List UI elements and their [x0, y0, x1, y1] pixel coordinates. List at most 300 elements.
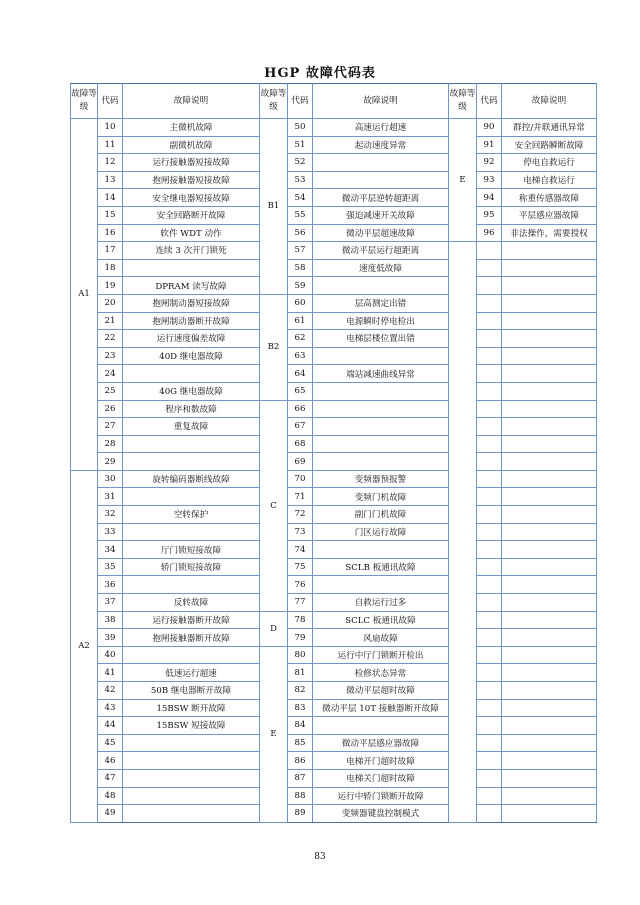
fault-description-cell: 起动速度异常 — [313, 136, 449, 154]
fault-description-cell: 电梯开门超时故障 — [313, 752, 449, 770]
fault-description-cell: 强迫减速开关故障 — [313, 206, 449, 224]
fault-description-cell: 停电自救运行 — [502, 154, 597, 172]
fault-description-cell: 检修状态异常 — [313, 664, 449, 682]
fault-description-cell: 15BSW 短接故障 — [123, 717, 260, 735]
fault-description-cell — [502, 646, 597, 664]
fault-code-cell: 45 — [98, 734, 123, 752]
fault-code-cell: 87 — [288, 769, 313, 787]
fault-code-cell — [477, 629, 502, 647]
fault-code-cell: 81 — [288, 664, 313, 682]
fault-description-cell: 微动平层逆转超距离 — [313, 189, 449, 207]
fault-code-cell: 13 — [98, 171, 123, 189]
fault-description-cell — [502, 277, 597, 295]
fault-description-cell — [502, 576, 597, 594]
fault-description-cell — [313, 171, 449, 189]
fault-description-cell: 门区运行故障 — [313, 523, 449, 541]
fault-code-cell: 92 — [477, 154, 502, 172]
fault-code-cell: 79 — [288, 629, 313, 647]
fault-code-cell: 86 — [288, 752, 313, 770]
fault-code-cell: 57 — [288, 242, 313, 260]
fault-code-cell — [477, 699, 502, 717]
fault-description-cell — [502, 523, 597, 541]
fault-description-cell: 40D 继电器故障 — [123, 347, 260, 365]
fault-code-cell: 54 — [288, 189, 313, 207]
fault-description-cell: 50B 继电器断开故障 — [123, 682, 260, 700]
fault-description-cell: 抱闸制动器断开故障 — [123, 312, 260, 330]
table-row — [71, 717, 597, 735]
fault-level-cell: E — [449, 119, 477, 242]
fault-description-cell: 低速运行超速 — [123, 664, 260, 682]
fault-code-cell — [477, 330, 502, 348]
table-header-row — [71, 84, 597, 119]
fault-code-cell: 88 — [288, 787, 313, 805]
fault-code-cell: 17 — [98, 242, 123, 260]
fault-description-cell — [502, 400, 597, 418]
fault-description-cell: 安全继电器短接故障 — [123, 189, 260, 207]
fault-level-cell: B1 — [260, 119, 288, 295]
fault-code-cell — [477, 541, 502, 559]
fault-code-cell: 62 — [288, 330, 313, 348]
fault-description-cell — [313, 453, 449, 471]
fault-description-cell — [123, 646, 260, 664]
table-row — [71, 805, 597, 823]
fault-code-cell: 58 — [288, 259, 313, 277]
fault-description-cell: 变频器键盘控制模式 — [313, 805, 449, 823]
fault-level-cell: A2 — [71, 470, 98, 822]
fault-description-cell — [502, 541, 597, 559]
fault-description-cell: 副门门机故障 — [313, 506, 449, 524]
fault-description-cell — [123, 453, 260, 471]
fault-description-cell: 主微机故障 — [123, 119, 260, 137]
fault-description-cell: 微动平层感应器故障 — [313, 734, 449, 752]
fault-description-cell — [123, 752, 260, 770]
fault-code-cell: 84 — [288, 717, 313, 735]
fault-description-cell: 高速运行超速 — [313, 119, 449, 137]
fault-code-cell: 60 — [288, 294, 313, 312]
fault-code-cell: 19 — [98, 277, 123, 295]
table-row — [71, 488, 597, 506]
fault-code-cell — [477, 400, 502, 418]
table-row — [71, 189, 597, 207]
table-row — [71, 470, 597, 488]
fault-code-cell: 55 — [288, 206, 313, 224]
fault-code-cell: 22 — [98, 330, 123, 348]
fault-code-cell — [477, 259, 502, 277]
fault-code-cell: 31 — [98, 488, 123, 506]
header-code: 代码 — [98, 84, 123, 119]
table-row — [71, 312, 597, 330]
fault-code-cell: 78 — [288, 611, 313, 629]
fault-description-cell — [313, 541, 449, 559]
fault-code-cell — [477, 488, 502, 506]
fault-code-cell — [477, 242, 502, 260]
fault-code-cell: 28 — [98, 435, 123, 453]
table-row — [71, 365, 597, 383]
table-row — [71, 400, 597, 418]
fault-description-cell — [502, 382, 597, 400]
table-row — [71, 119, 597, 137]
fault-code-cell: 80 — [288, 646, 313, 664]
fault-code-cell: 90 — [477, 119, 502, 137]
fault-code-cell: 94 — [477, 189, 502, 207]
fault-description-cell — [502, 259, 597, 277]
fault-description-cell: 轿门锁短接故障 — [123, 558, 260, 576]
fault-description-cell — [502, 629, 597, 647]
fault-description-cell — [123, 576, 260, 594]
fault-description-cell — [502, 347, 597, 365]
fault-code-cell: 14 — [98, 189, 123, 207]
fault-description-cell — [502, 594, 597, 612]
header-desc: 故障说明 — [123, 84, 260, 119]
fault-code-cell: 83 — [288, 699, 313, 717]
fault-code-cell — [477, 453, 502, 471]
table-row — [71, 382, 597, 400]
table-row — [71, 576, 597, 594]
fault-code-cell: 33 — [98, 523, 123, 541]
fault-description-cell — [502, 805, 597, 823]
fault-code-cell: 32 — [98, 506, 123, 524]
fault-code-cell: 18 — [98, 259, 123, 277]
fault-description-cell — [502, 294, 597, 312]
fault-code-cell — [477, 294, 502, 312]
fault-code-cell: 30 — [98, 470, 123, 488]
table-row — [71, 453, 597, 471]
fault-description-cell — [502, 558, 597, 576]
fault-description-cell: 抱闸制动器短接故障 — [123, 294, 260, 312]
fault-description-cell — [502, 734, 597, 752]
fault-description-cell: 运行速度偏差故障 — [123, 330, 260, 348]
fault-code-cell: 37 — [98, 594, 123, 612]
fault-level-cell: E — [260, 646, 288, 822]
fault-description-cell — [502, 699, 597, 717]
fault-code-cell: 76 — [288, 576, 313, 594]
table-row — [71, 136, 597, 154]
fault-code-cell — [477, 594, 502, 612]
table-row — [71, 206, 597, 224]
fault-description-cell — [502, 752, 597, 770]
fault-description-cell: 运行中厅门锁断开检出 — [313, 646, 449, 664]
fault-description-cell: 抱闸接触器短接故障 — [123, 171, 260, 189]
fault-code-cell — [477, 717, 502, 735]
fault-description-cell: 运行中轿门锁断开故障 — [313, 787, 449, 805]
table-row — [71, 277, 597, 295]
page-title: HGP 故障代码表 — [264, 66, 376, 81]
fault-description-cell: 副微机故障 — [123, 136, 260, 154]
fault-description-cell: 群控/并联通讯异常 — [502, 119, 597, 137]
fault-description-cell — [123, 365, 260, 383]
fault-description-cell: 反转故障 — [123, 594, 260, 612]
fault-code-cell: 59 — [288, 277, 313, 295]
fault-code-cell: 52 — [288, 154, 313, 172]
fault-code-cell — [477, 347, 502, 365]
table-row — [71, 154, 597, 172]
fault-code-cell — [477, 752, 502, 770]
fault-description-cell: 平层感应器故障 — [502, 206, 597, 224]
fault-description-cell: 自救运行过多 — [313, 594, 449, 612]
table-row — [71, 769, 597, 787]
fault-code-cell: 65 — [288, 382, 313, 400]
fault-code-cell — [477, 805, 502, 823]
fault-description-cell — [502, 717, 597, 735]
fault-description-cell: 厅门锁短接故障 — [123, 541, 260, 559]
fault-description-cell — [502, 769, 597, 787]
fault-code-cell: 26 — [98, 400, 123, 418]
fault-code-cell: 11 — [98, 136, 123, 154]
fault-code-cell: 29 — [98, 453, 123, 471]
fault-code-cell — [477, 646, 502, 664]
fault-code-cell — [477, 506, 502, 524]
fault-description-cell: 非法操作，需要授权 — [502, 224, 597, 242]
fault-code-cell: 66 — [288, 400, 313, 418]
fault-description-cell — [123, 435, 260, 453]
table-row — [71, 629, 597, 647]
fault-code-cell: 35 — [98, 558, 123, 576]
fault-description-cell: 安全回路断开故障 — [123, 206, 260, 224]
fault-description-cell — [313, 400, 449, 418]
table-row — [71, 224, 597, 242]
fault-code-cell: 82 — [288, 682, 313, 700]
fault-description-cell: SCLC 板通讯故障 — [313, 611, 449, 629]
fault-description-cell — [502, 611, 597, 629]
fault-code-cell: 39 — [98, 629, 123, 647]
table-row — [71, 664, 597, 682]
fault-code-cell: 91 — [477, 136, 502, 154]
fault-description-cell: 电源瞬时停电检出 — [313, 312, 449, 330]
fault-description-cell: 称重传感器故障 — [502, 189, 597, 207]
fault-code-cell — [477, 664, 502, 682]
fault-description-cell — [502, 330, 597, 348]
fault-description-cell: DPRAM 读写故障 — [123, 277, 260, 295]
table-row — [71, 682, 597, 700]
fault-code-cell: 42 — [98, 682, 123, 700]
fault-description-cell: 电梯关门超时故障 — [313, 769, 449, 787]
table-row — [71, 294, 597, 312]
fault-description-cell: 安全回路瞬断故障 — [502, 136, 597, 154]
fault-description-cell: 电梯层楼位置出错 — [313, 330, 449, 348]
fault-description-cell: 15BSW 断开故障 — [123, 699, 260, 717]
fault-description-cell — [502, 787, 597, 805]
fault-code-cell: 46 — [98, 752, 123, 770]
fault-description-cell: 程序和数故障 — [123, 400, 260, 418]
fault-code-cell: 64 — [288, 365, 313, 383]
fault-description-cell — [502, 453, 597, 471]
fault-description-cell — [502, 488, 597, 506]
fault-code-cell: 27 — [98, 418, 123, 436]
fault-description-cell: 空转保护 — [123, 506, 260, 524]
fault-code-cell — [477, 611, 502, 629]
fault-code-cell — [477, 365, 502, 383]
header-code: 代码 — [288, 84, 313, 119]
fault-code-cell: 25 — [98, 382, 123, 400]
fault-code-cell: 93 — [477, 171, 502, 189]
fault-code-cell: 24 — [98, 365, 123, 383]
fault-code-cell — [477, 558, 502, 576]
fault-description-cell: 运行接触器短接故障 — [123, 154, 260, 172]
header-level: 故障等级 — [71, 84, 98, 119]
fault-description-cell — [502, 682, 597, 700]
fault-code-cell: 47 — [98, 769, 123, 787]
fault-code-cell: 23 — [98, 347, 123, 365]
fault-code-cell — [477, 418, 502, 436]
fault-description-cell: 层高测定出错 — [313, 294, 449, 312]
fault-description-cell: 速度低故障 — [313, 259, 449, 277]
table-row — [71, 734, 597, 752]
fault-code-cell: 71 — [288, 488, 313, 506]
fault-code-cell: 68 — [288, 435, 313, 453]
table-row — [71, 523, 597, 541]
table-row — [71, 418, 597, 436]
fault-code-cell: 74 — [288, 541, 313, 559]
fault-code-cell: 38 — [98, 611, 123, 629]
fault-code-cell: 43 — [98, 699, 123, 717]
fault-description-cell — [502, 365, 597, 383]
fault-code-cell: 61 — [288, 312, 313, 330]
fault-description-cell — [313, 382, 449, 400]
fault-code-cell: 89 — [288, 805, 313, 823]
fault-code-cell — [477, 682, 502, 700]
table-row — [71, 699, 597, 717]
fault-code-cell — [477, 382, 502, 400]
fault-code-cell: 20 — [98, 294, 123, 312]
fault-description-cell — [313, 277, 449, 295]
fault-code-cell — [477, 576, 502, 594]
table-row — [71, 242, 597, 260]
table-row — [71, 752, 597, 770]
fault-code-cell — [477, 470, 502, 488]
fault-code-cell — [477, 734, 502, 752]
fault-level-cell: B2 — [260, 294, 288, 400]
page-number: 83 — [314, 852, 326, 862]
fault-code-cell: 44 — [98, 717, 123, 735]
fault-code-cell — [477, 523, 502, 541]
fault-level-cell: A1 — [71, 119, 98, 471]
table-row — [71, 541, 597, 559]
fault-code-cell: 41 — [98, 664, 123, 682]
fault-description-cell — [123, 769, 260, 787]
fault-description-cell: 旋转编码器断线故障 — [123, 470, 260, 488]
header-level: 故障等级 — [449, 84, 477, 119]
table-row — [71, 347, 597, 365]
fault-description-cell — [313, 154, 449, 172]
fault-level-cell — [449, 242, 477, 823]
fault-code-cell: 40 — [98, 646, 123, 664]
fault-description-cell — [313, 418, 449, 436]
fault-description-cell: 连续 3 次开门锁死 — [123, 242, 260, 260]
fault-code-cell: 70 — [288, 470, 313, 488]
fault-description-cell: 重复故障 — [123, 418, 260, 436]
table-row — [71, 330, 597, 348]
fault-code-cell: 77 — [288, 594, 313, 612]
fault-description-cell — [502, 312, 597, 330]
fault-code-cell: 53 — [288, 171, 313, 189]
fault-description-cell — [502, 506, 597, 524]
fault-code-cell: 50 — [288, 119, 313, 137]
table-row — [71, 594, 597, 612]
fault-description-cell — [313, 435, 449, 453]
header-desc: 故障说明 — [502, 84, 597, 119]
table-row — [71, 787, 597, 805]
table-body — [71, 119, 597, 823]
fault-level-cell: C — [260, 400, 288, 611]
fault-description-cell — [502, 242, 597, 260]
fault-code-cell: 95 — [477, 206, 502, 224]
fault-code-table — [70, 83, 597, 823]
fault-description-cell: 变频门机故障 — [313, 488, 449, 506]
fault-code-cell: 51 — [288, 136, 313, 154]
fault-code-cell: 75 — [288, 558, 313, 576]
table-row — [71, 171, 597, 189]
fault-description-cell: 运行接触器断开故障 — [123, 611, 260, 629]
header-level: 故障等级 — [260, 84, 288, 119]
table-row — [71, 558, 597, 576]
fault-description-cell: 变频器预报警 — [313, 470, 449, 488]
table-row — [71, 646, 597, 664]
fault-description-cell — [123, 734, 260, 752]
table-row — [71, 611, 597, 629]
fault-description-cell — [502, 418, 597, 436]
fault-code-cell: 48 — [98, 787, 123, 805]
fault-description-cell: 风扇故障 — [313, 629, 449, 647]
fault-code-cell: 49 — [98, 805, 123, 823]
fault-description-cell — [123, 523, 260, 541]
fault-description-cell — [313, 576, 449, 594]
fault-description-cell — [123, 259, 260, 277]
fault-code-cell: 56 — [288, 224, 313, 242]
fault-code-cell: 72 — [288, 506, 313, 524]
fault-code-cell: 96 — [477, 224, 502, 242]
fault-description-cell: 电梯自救运行 — [502, 171, 597, 189]
fault-code-cell: 21 — [98, 312, 123, 330]
fault-level-cell: D — [260, 611, 288, 646]
fault-description-cell: 微动平层超速故障 — [313, 224, 449, 242]
fault-code-cell: 63 — [288, 347, 313, 365]
fault-code-cell: 73 — [288, 523, 313, 541]
fault-description-cell — [123, 787, 260, 805]
fault-code-cell — [477, 277, 502, 295]
fault-description-cell — [123, 488, 260, 506]
fault-description-cell: 软件 WDT 动作 — [123, 224, 260, 242]
fault-code-cell — [477, 769, 502, 787]
fault-code-cell — [477, 787, 502, 805]
fault-code-cell: 67 — [288, 418, 313, 436]
fault-description-cell: 微动平层运行超距离 — [313, 242, 449, 260]
fault-description-cell — [502, 435, 597, 453]
fault-code-cell: 16 — [98, 224, 123, 242]
fault-code-cell: 69 — [288, 453, 313, 471]
fault-code-cell: 85 — [288, 734, 313, 752]
fault-description-cell — [502, 664, 597, 682]
fault-description-cell: SCLB 板通讯故障 — [313, 558, 449, 576]
fault-code-cell: 34 — [98, 541, 123, 559]
fault-code-cell — [477, 435, 502, 453]
fault-description-cell: 抱闸接触器断开故障 — [123, 629, 260, 647]
fault-code-cell: 15 — [98, 206, 123, 224]
table-row — [71, 506, 597, 524]
fault-description-cell: 40G 继电器故障 — [123, 382, 260, 400]
fault-code-cell: 12 — [98, 154, 123, 172]
header-desc: 故障说明 — [313, 84, 449, 119]
table-row — [71, 259, 597, 277]
fault-description-cell — [313, 347, 449, 365]
header-code: 代码 — [477, 84, 502, 119]
fault-description-cell — [502, 470, 597, 488]
fault-description-cell: 端站减速曲线异常 — [313, 365, 449, 383]
fault-description-cell — [313, 717, 449, 735]
fault-code-cell: 10 — [98, 119, 123, 137]
fault-description-cell: 微动平层 10T 接触器断开故障 — [313, 699, 449, 717]
fault-code-cell — [477, 312, 502, 330]
fault-description-cell: 微动平层超时故障 — [313, 682, 449, 700]
